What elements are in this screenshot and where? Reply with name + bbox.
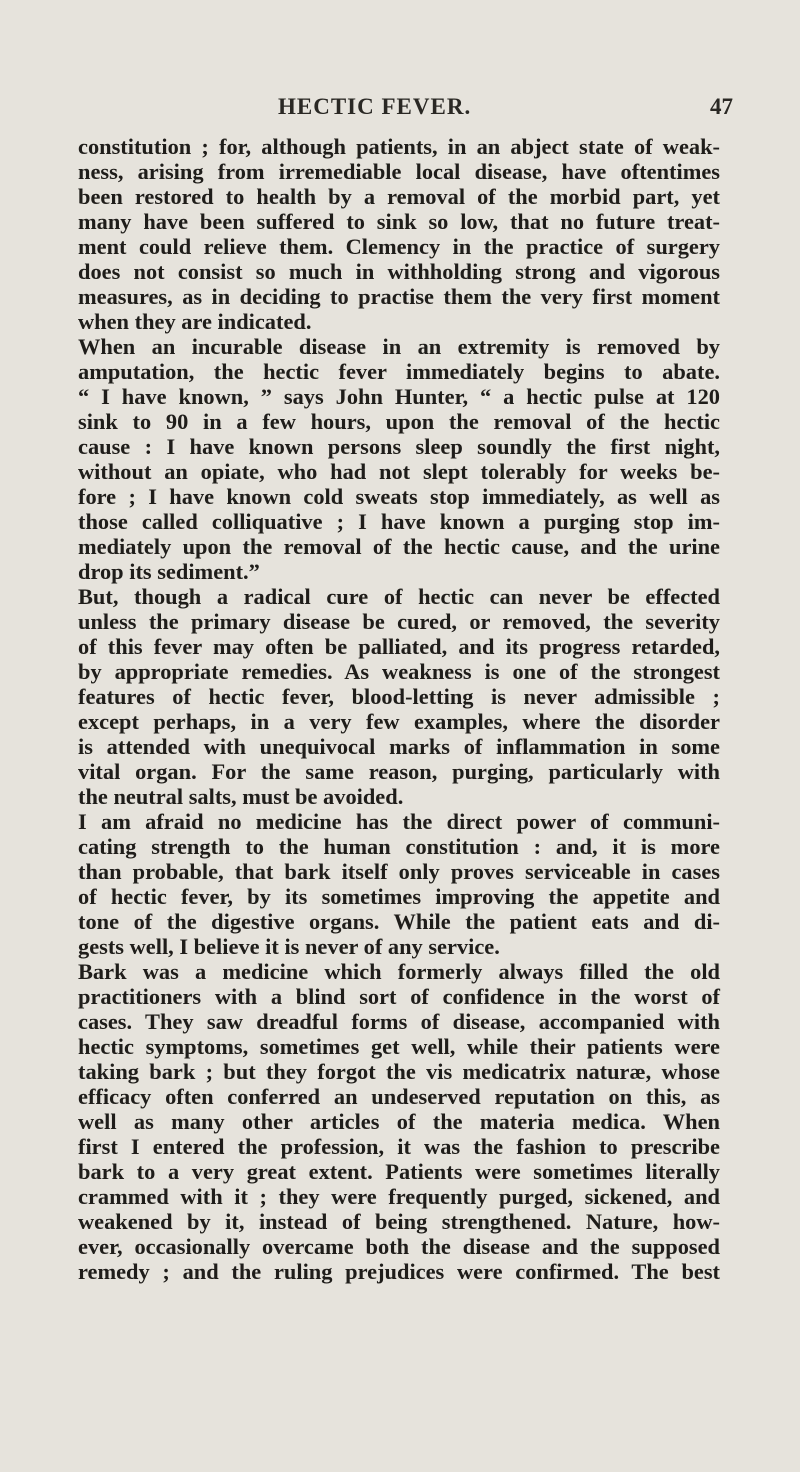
text-line: measures, as in deciding to practise them the very first moment [78,284,720,309]
text-line: “ I have known, ” says John Hunter, “ a hectic pulse at 120 [78,384,720,409]
text-line: remedy ; and the ruling prejudices were confirmed. The best [78,1259,720,1284]
text-line: unless the primary disease be cured, or removed, the severity [78,609,720,634]
page-header [0,94,800,124]
text-line: tone of the digestive organs. While the patient eats and di- [78,909,720,934]
paragraph-medicine [78,809,720,959]
text-line: hectic symptoms, sometimes get well, while their patients were [78,1034,720,1059]
paragraph-bark [78,959,720,1284]
text-line: fore ; I have known cold sweats stop immediately, as well as [78,484,720,509]
text-line: I am afraid no medicine has the direct power of communi- [78,809,720,834]
paragraph-constitution [78,134,720,334]
text-line: bark to a very great extent. Patients were sometimes literally [78,1159,720,1184]
text-line: of hectic fever, by its sometimes improving the appetite and [78,884,720,909]
text-line: of this fever may often be palliated, and its progress retarded, [78,634,720,659]
text-line: does not consist so much in withholding strong and vigorous [78,259,720,284]
text-line: Bark was a medicine which formerly always filled the old [78,959,720,984]
text-line: by appropriate remedies. As weakness is one of the strongest [78,659,720,684]
text-line: weakened by it, instead of being strengthened. Nature, how- [78,1209,720,1234]
text-line: ever, occasionally overcame both the disease and the supposed [78,1234,720,1259]
text-line: been restored to health by a removal of the morbid part, yet [78,184,720,209]
text-line: sink to 90 in a few hours, upon the removal of the hectic [78,409,720,434]
body-text [78,134,720,1284]
page-number: 47 [710,94,733,119]
text-line: When an incurable disease in an extremity is removed by [78,334,720,359]
text-line: taking bark ; but they forgot the vis medicatrix naturæ, whose [78,1059,720,1084]
text-line: cases. They saw dreadful forms of disease, accompanied with [78,1009,720,1034]
text-line: is attended with unequivocal marks of inflammation in some [78,734,720,759]
text-line: ment could relieve them. Clemency in the practice of surgery [78,234,720,259]
text-line: well as many other articles of the materia medica. When [78,1109,720,1134]
text-line: gests well, I believe it is never of any service. [78,934,500,959]
text-line: amputation, the hectic fever immediately begins to abate. [78,359,720,384]
text-line: practitioners with a blind sort of confidence in the worst of [78,984,720,1009]
text-line: efficacy often conferred an undeserved reputation on this, as [78,1084,720,1109]
text-line: ness, arising from irremediable local disease, have oftentimes [78,159,720,184]
text-line: cating strength to the human constitution : and, it is more [78,834,720,859]
running-title: HECTIC FEVER. [278,94,472,119]
text-line: mediately upon the removal of the hectic cause, and the urine [78,534,720,559]
text-line: crammed with it ; they were frequently purged, sickened, and [78,1184,720,1209]
text-line: first I entered the profession, it was the fashion to prescribe [78,1134,720,1159]
text-line: features of hectic fever, blood-letting is never admissible ; [78,684,720,709]
paragraph-amputation [78,334,720,584]
text-line: than probable, that bark itself only proves serviceable in cases [78,859,720,884]
paragraph-radical-cure [78,584,720,809]
text-line: cause : I have known persons sleep soundly the first night, [78,434,720,459]
text-line: except perhaps, in a very few examples, where the disorder [78,709,720,734]
text-line: when they are indicated. [78,309,312,334]
text-line: vital organ. For the same reason, purging, particularly with [78,759,720,784]
text-line: many have been suffered to sink so low, that no future treat- [78,209,720,234]
text-line: those called colliquative ; I have known a purging stop im- [78,509,720,534]
text-line: the neutral salts, must be avoided. [78,784,404,809]
text-line: drop its sediment.” [78,559,260,584]
text-line: But, though a radical cure of hectic can never be effected [78,584,720,609]
text-line: constitution ; for, although patients, in an abject state of weak- [78,134,720,159]
text-line: without an opiate, who had not slept tolerably for weeks be- [78,459,720,484]
